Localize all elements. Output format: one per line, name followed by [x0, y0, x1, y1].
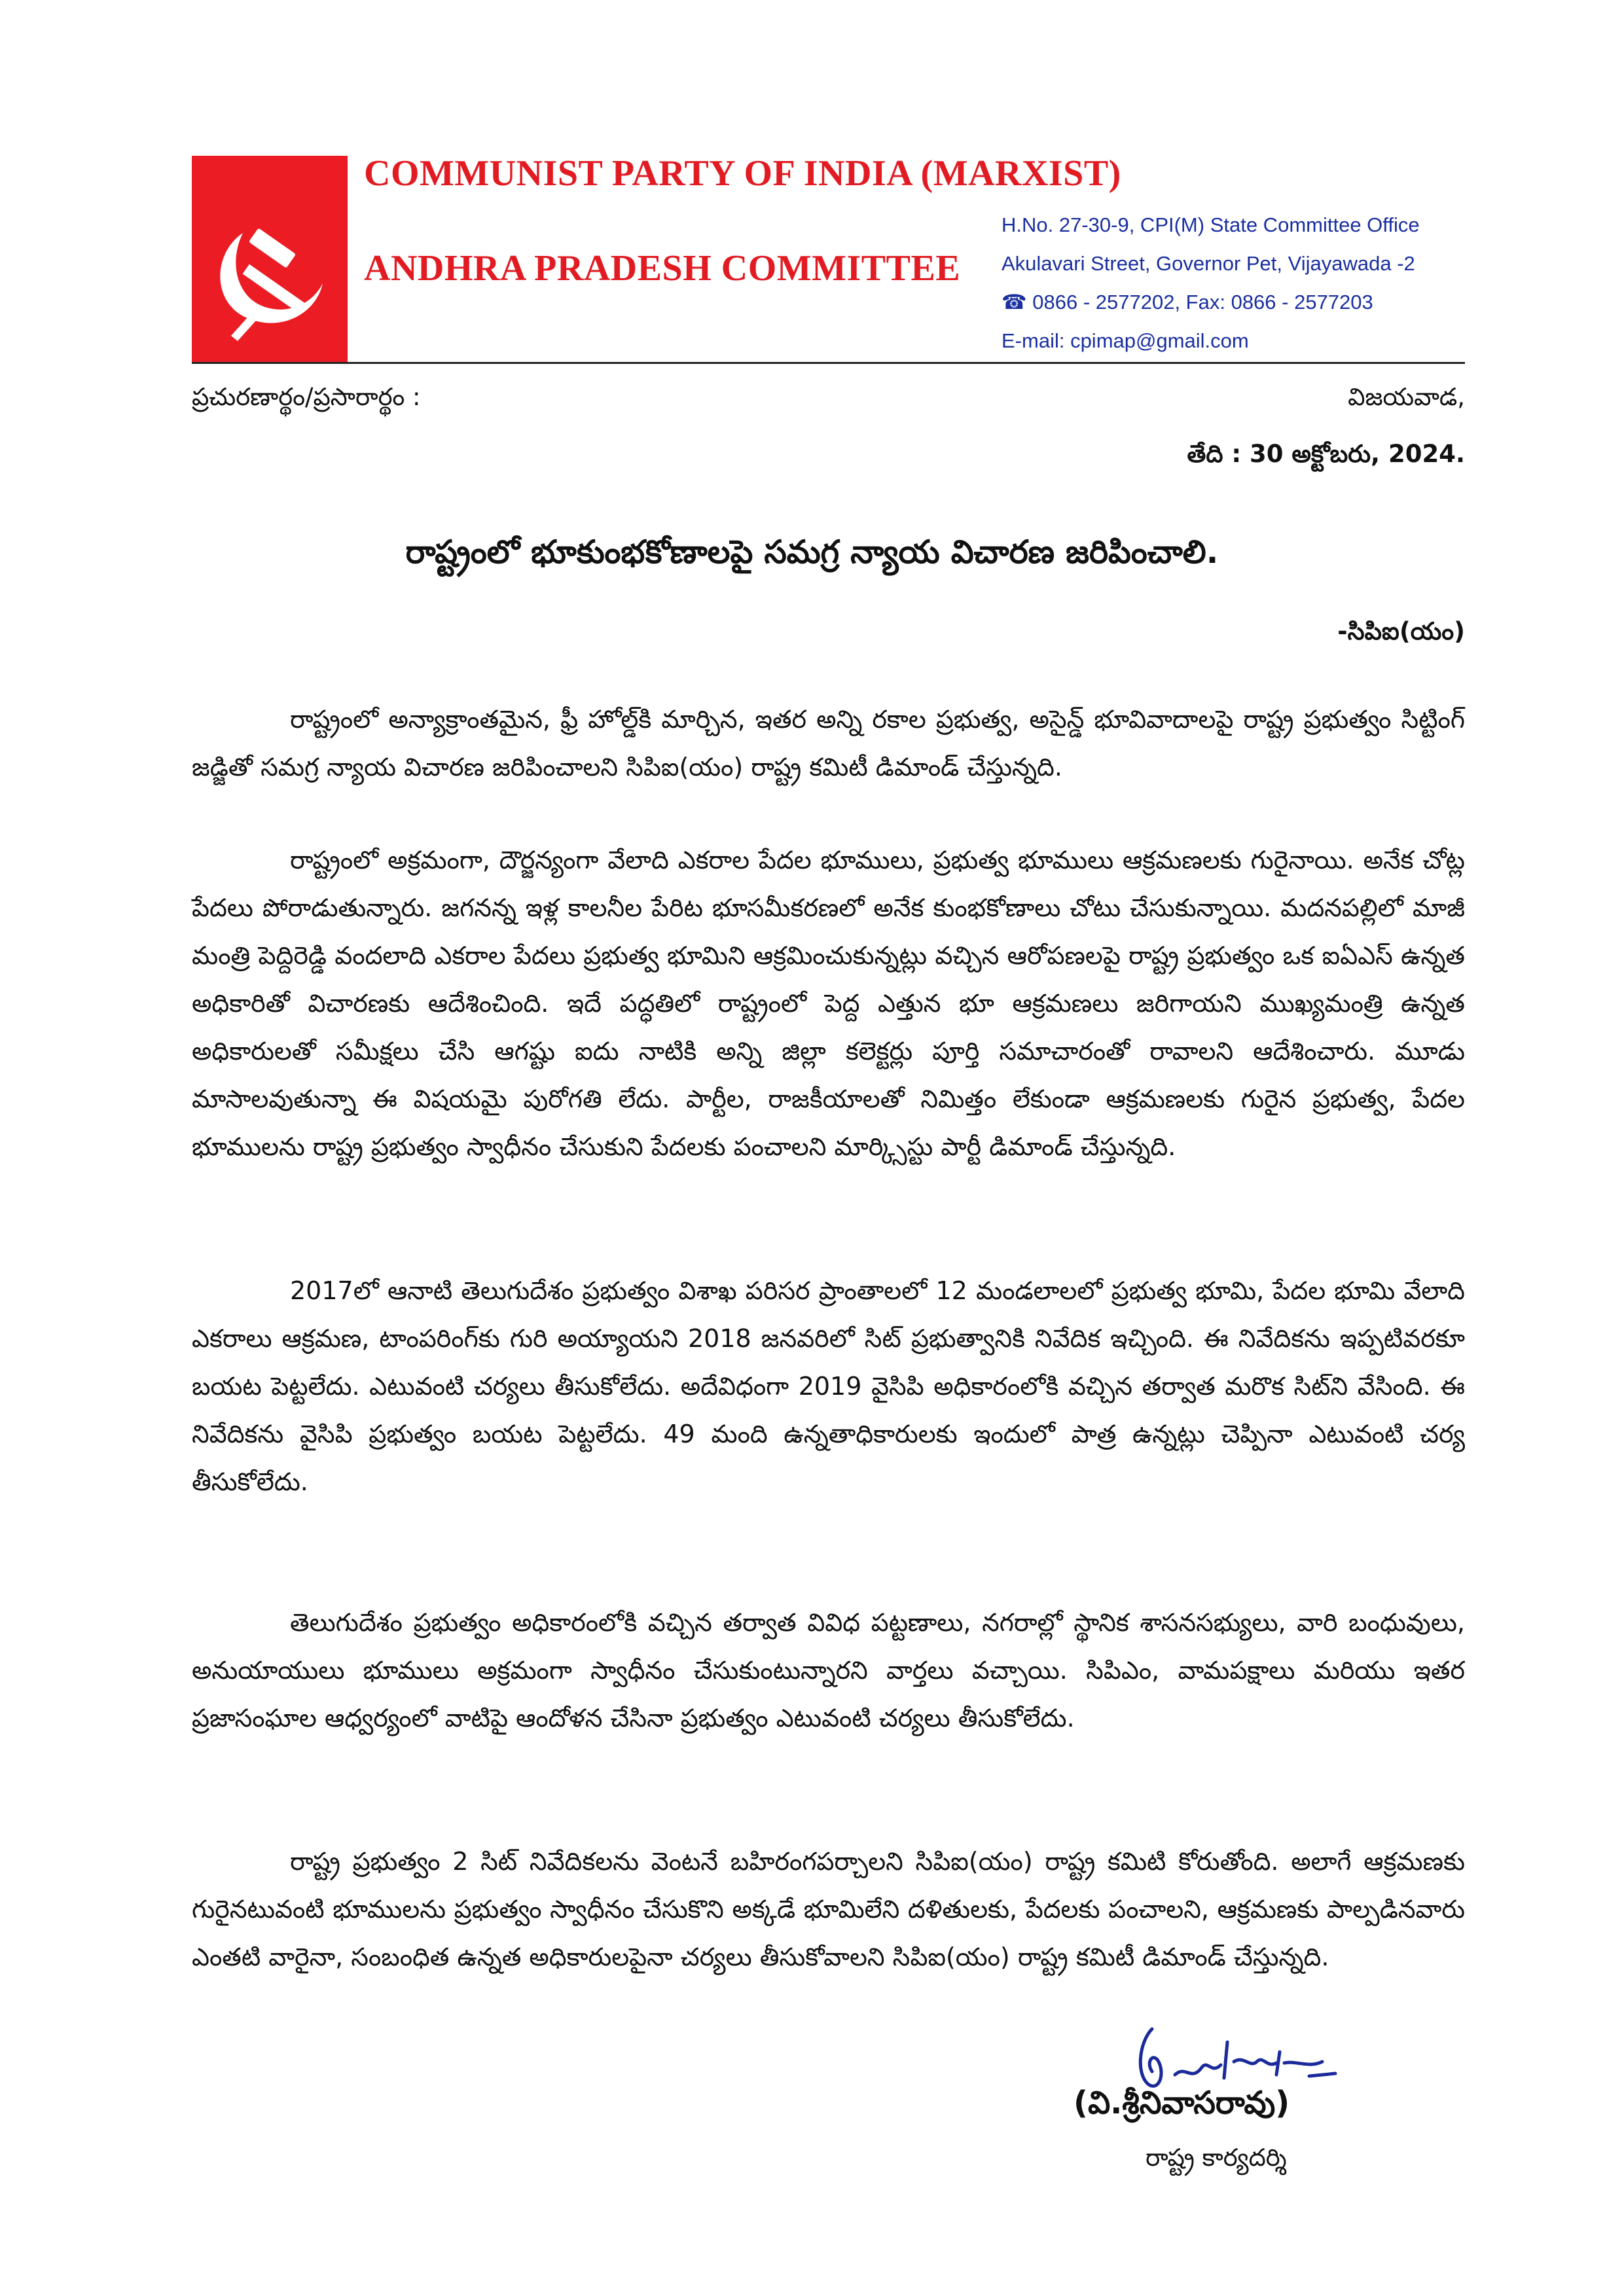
- address-line-2: Akulavari Street, Governor Pet, Vijayawada -2: [1001, 252, 1415, 275]
- phone-icon: ☎: [1001, 291, 1027, 314]
- attribution: -సిపిఐ(యం): [1337, 617, 1465, 645]
- paragraph-3: 2017లో ఆనాటి తెలుగుదేశం ప్రభుత్వం విశాఖ పరిసర ప్రాంతాలలో 12 మండలాలలో ప్రభుత్వ భూమి, పేదల భూమి వేలాది ఎకరాలు ఆక్రమణ, టాంపరింగ్‌కు గురి అయ్యాయని 2018 జనవరిలో సిట్ ప్రభుత్వానికి నివేదిక ఇచ్చింది. ఈ నివేదికను ఇప్పటివరకూ బయట పెట్టలేదు. ఎటువంటి చర్యలు తీసుకోలేదు. అదేవిధంగా 2019 వైసిపి అధికారంలోకి వచ్చిన తర్వాత మరొక సిట్‌ని వేసింది. ఈ నివేదికను వైసిపి ప్రభుత్వం బయట పెట్టలేదు. 49 మంది ఉన్నతాధికారులకు ఇందులో పాత్ర ఉన్నట్లు చెప్పినా ఎటువంటి చర్య తీసుకోలేదు.: [192, 1276, 1465, 1496]
- committee-name: ANDHRA PRADESH COMMITTEE: [364, 248, 961, 289]
- signatory-designation: రాష్ట్ర కార్యదర్శి: [1146, 2144, 1287, 2172]
- address-line-1: H.No. 27-30-9, CPI(M) State Committee Office: [1001, 213, 1420, 236]
- phone-text: 0866 - 2577202, Fax: 0866 - 2577203: [1032, 291, 1373, 314]
- party-logo: [192, 156, 348, 363]
- paragraph-1: రాష్ట్రంలో అన్యాక్రాంతమైన, ఫ్రీ హోల్డ్‌కి మార్చిన, ఇతర అన్ని రకాల ప్రభుత్వ, అసైన్డ్ భూవివాదాలపై రాష్ట్ర ప్రభుత్వం సిట్టింగ్ జడ్జితో సమగ్ర న్యాయ విచారణ జరిపించాలని సిపిఐ(యం) రాష్ట్ర కమిటీ డిమాండ్ చేస్తున్నది.: [192, 705, 1465, 781]
- date: తేది : 30 అక్టోబరు, 2024.: [1187, 440, 1465, 468]
- paragraph-2: రాష్ట్రంలో అక్రమంగా, దౌర్జన్యంగా వేలాది ఎకరాల పేదల భూములు, ప్రభుత్వ భూములు ఆక్రమణలకు గురైనాయి. అనేక చోట్ల పేదలు పోరాడుతున్నారు. జగనన్న ఇళ్ల కాలనీల పేరిట భూసమీకరణలో అనేక కుంభకోణాలు చోటు చేసుకున్నాయి. మదనపల్లిలో మాజీ మంత్రి పెద్దిరెడ్డి వందలాది ఎకరాల పేదలు ప్రభుత్వ భూమిని ఆక్రమించుకున్నట్లు వచ్చిన ఆరోపణలపై రాష్ట్ర ప్రభుత్వం ఒక ఐఏఎస్ ఉన్నత అధికారితో విచారణకు ఆదేశించింది. ఇదే పద్ధతిలో రాష్ట్రంలో పెద్ద ఎత్తున భూ ఆక్రమణలు జరిగాయని ముఖ్యమంత్రి ఉన్నత అధికారులతో సమీక్షలు చేసి ఆగష్టు ఐదు నాటికి అన్ని జిల్లా కలెక్టర్లు పూర్తి సమాచారంతో రావాలని ఆదేశించారు. మూడు మాసాలవుతున్నా ఈ విషయమై పురోగతి లేదు. పార్టీల, రాజకీయాలతో నిమిత్తం లేకుండా ఆక్రమణలకు గురైన ప్రభుత్వ, పేదల భూములను రాష్ట్ర ప్రభుత్వం స్వాధీనం చేసుకుని పేదలకు పంచాలని మార్క్సిస్టు పార్టీ డిమాండ్ చేస్తున్నది.: [192, 846, 1465, 1161]
- release-label: ప్రచురణార్థం/ప్రసారార్థం :: [192, 383, 421, 411]
- place: విజయవాడ,: [1348, 383, 1465, 411]
- paragraph-4: తెలుగుదేశం ప్రభుత్వం అధికారంలోకి వచ్చిన తర్వాత వివిధ పట్టణాలు, నగరాల్లో స్థానిక శాసనసభ్యులు, వారి బంధువులు, అనుయాయులు భూములు అక్రమంగా స్వాధీనం చేసుకుంటున్నారని వార్తలు వచ్చాయి. సిపిఎం, వామపక్షాలు మరియు ఇతర ప్రజాసంఘాల ఆధ్వర్యంలో వాటిపై ఆందోళన చేసినా ప్రభుత్వం ఎటువంటి చర్యలు తీసుకోలేదు.: [192, 1608, 1465, 1732]
- signatory-name: (వి.శ్రీనివాసరావు): [1074, 2085, 1290, 2121]
- headline: రాష్ట్రంలో భూకుంభకోణాలపై సమగ్ర న్యాయ విచారణ జరిపించాలి.: [405, 533, 1219, 571]
- letterhead-divider: [192, 362, 1465, 364]
- party-name: COMMUNIST PARTY OF INDIA (MARXIST): [364, 153, 1121, 194]
- phone-line: [1001, 291, 1373, 314]
- email-line: E-mail: cpimap@gmail.com: [1001, 329, 1249, 352]
- hammer-sickle-icon: [192, 156, 348, 363]
- paragraph-5: రాష్ట్ర ప్రభుత్వం 2 సిట్ నివేదికలను వెంటనే బహిరంగపర్చాలని సిపిఐ(యం) రాష్ట్ర కమిటి కోరుతోంది. అలాగే ఆక్రమణకు గురైనటువంటి భూములను ప్రభుత్వం స్వాధీనం చేసుకొని అక్కడే భూమిలేని దళితులకు, పేదలకు పంచాలని, ఆక్రమణకు పాల్పడినవారు ఎంతటి వారైనా, సంబంధిత ఉన్నత అధికారులపైనా చర్యలు తీసుకోవాలని సిపిఐ(యం) రాష్ట్ర కమిటీ డిమాండ్ చేస్తున్నది.: [192, 1847, 1465, 1971]
